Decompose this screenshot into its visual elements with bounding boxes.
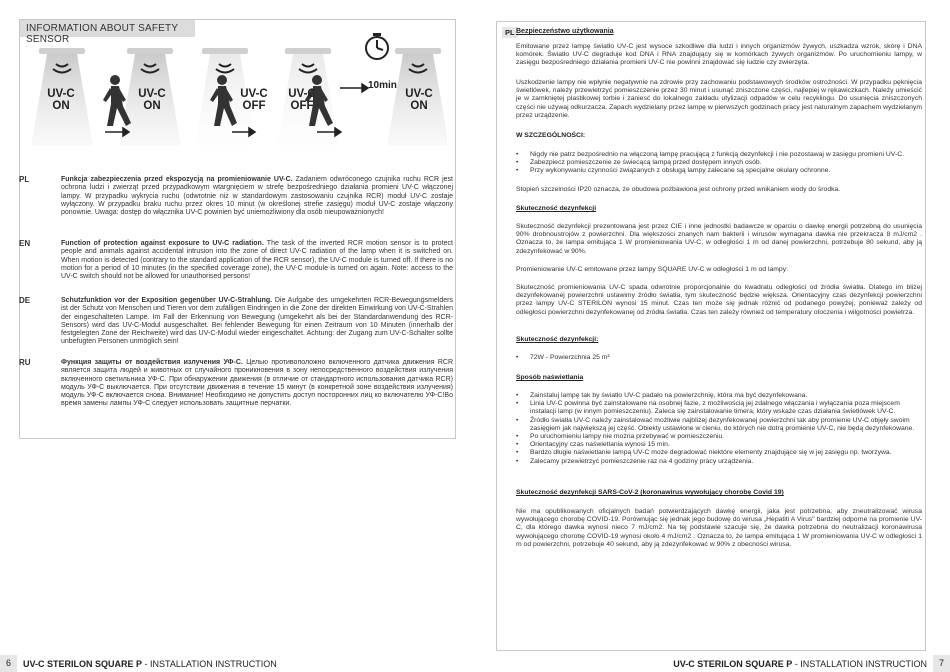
- section-body-en: The task of the inverted RCR motion sensor is to protect people and animals against accidental intrusion into the zone of direct UV-C radiation of the lamp when it is switched on. When motion is detected (contrary to the standard application of the RCR sensor), the UV-C module is turned off. If there is no motion for a period of 10 minutes (in the specified coverage zone), the UV-C module is turned on again. Note: access to the UV-C switch should not be allowed for unauthorised persons!: [61, 240, 453, 281]
- page-number-right: 7: [933, 655, 950, 672]
- state-label-5: [397, 88, 441, 112]
- section-heading-de: Schutzfunktion vor der Exposition gegenüber UV-C-Strahlung.: [61, 297, 273, 304]
- section-text-ru: [61, 359, 453, 409]
- section-ru: [19, 358, 453, 429]
- section-text-pl: [61, 176, 453, 217]
- list-item: • Zainstaluj lampę tak by światło UV-C padało na powierzchnię, która ma być dezynfekowana.: [516, 392, 922, 400]
- state-5-line1: UV-C: [405, 88, 433, 100]
- clock-icon: [366, 33, 388, 59]
- section-body-pl: Zadaniem odwróconego czujnika ruchu RCR jest ochrona ludzi i zwierząt przed przypadkowym wtargnięciem w strefę bezpośredniego działania promieni UV-C włączonej lampy. W przypadku wykrycia ruchu (odwrotnie niż w standardowym zastosowaniu czujnika RCR) moduł UV-C zostaje wyłączony. W przypadku braku ruchu przez okres 10 minut (w określonej strefie zasięgu) moduł UV-C zostaje włączony ponownie. Uwaga: dostęp do włącznika UV-C powinien być uniemożliwiony dla osób nieupoważnionych!: [61, 176, 453, 217]
- state-4-line2: OFF: [290, 100, 314, 112]
- list-item: • Linia UV-C powinna być zainstalowane na osobnej fazie, z możliwością jej zdalnego włączania i wyłączania poza miejscem instalacji lamp (w innym pomieszczeniu). Zaleca się zainstalowanie timera, który wskaże czas działania świetlówek UV-C.: [516, 400, 922, 416]
- section-heading-en: Function of protection against exposure to UV-C radiation.: [61, 240, 264, 247]
- paragraph-7: Nie ma opublikowanych oficjalnych badań potwierdzających dawkę energii, jaka jest potrzebna, aby zneutralizować wirusa wywołującego chorobę COVID-19. Porównując się jednak jego budowę do wirusa „Hepatiti A Virus" bardziej odporne na promienie UV-C, dla którego dawka wynosi nieco 7 mJ/cm2. Na tej podstawie szacuje się, że dawka potrzebna do neutralizacji koronawirusa wywołującego chorobę COVID-19 wynosi około 4 mJ/cm2 . Oznacza to, że lampa emitująca 1 W promieniowania UV-C w odległości 1 m od powierzchni, potrzebuje 40 sekund, aby ją zdezynfekować w 90% z obecności wirusa.: [516, 508, 922, 548]
- paragraph-2: Uszkodzenie lampy nie wpłynie negatywnie na zdrowie przy zachowaniu podstawowych środków ostrożności. W przypadku pęknięcia świetlówek, należy przewietrzyć pomieszczenie przez 30 minut i usunąć zniszczone części, najlepiej w rękawiczkach. Należy umieścić je w zamkniętej plastikowej torbie i zaniesć do lokalnego zakładu utylizacji odpadów w celu recyklingu. Do usunięcia zniszczonych części nie używaj odkurzacza. Zapach wydzielany przez lampę w pierwszych godzinach pracy jest naturalnym zapachem wydzielanym przez urządzenie.: [516, 79, 922, 119]
- footer-right: [475, 655, 950, 672]
- list-item: • Zabezpiecz pomieszczenie ze świecącą lampą przed dostępem innych osób.: [516, 159, 922, 167]
- bullet-list-2: [516, 354, 922, 362]
- footer-left: [0, 655, 475, 672]
- paragraph-3: Stopień szczelności IP20 oznacza, że obudowa pozbawiona jest ochrony przed wnikaniem wody do środka.: [516, 186, 841, 193]
- footer-brand-right: UV-C STERILON SQUARE P: [673, 659, 793, 669]
- person-walking-icon: [103, 75, 131, 126]
- list-item: • Zalecamy przewietrzyć pomieszczenie raz na 4 godziny pracy urządzenia.: [516, 458, 922, 466]
- heading-covid: Skuteczność dezynfekcji SARS-CoV-2 (koronawirus wywołujący chorobę Covid 19): [516, 489, 784, 496]
- bullet-list-1: [516, 151, 922, 176]
- footer-brand-left: UV-C STERILON SQUARE P: [23, 659, 143, 669]
- list-item: • Orientacyjny czas naświetlania wynosi 15 min.: [516, 441, 922, 449]
- section-text-de: [61, 297, 453, 347]
- list-item: • Przy wykonywaniu czynności związanych z obsługą lampy zalecane są specjalne okulary ochronne.: [516, 167, 922, 175]
- section-body-ru: Целью противоположно включенного датчика движения RCR является защита людей и животных от случайного проникновения в зону непосредственного воздействия излучения включенного светильника УФ-С. При обнаружении движения (в отличие от стандартного использования датчика RCR) модуль УФ-С выключается. При отсутствии движения в течение 15 минут (в конкретной зоне воздействия излучения) модуль УФ-С включается снова. Внимание! Необходимо не допустить доступ посторонних лиц ко включателю УФ-С!Во время замены лампы УФ-С следует использовать защитные перчатки.: [61, 359, 453, 408]
- lang-tag-pl: PL: [19, 175, 30, 184]
- state-label-4: [280, 88, 324, 112]
- bullet-list-3: [516, 392, 922, 466]
- state-2-line2: ON: [143, 100, 161, 112]
- list-item: • 72W - Powierzchnia 25 m²: [516, 354, 922, 362]
- state-1-line1: UV-C: [47, 88, 75, 100]
- heading-efficiency-2: Skuteczność dezynfekcji:: [516, 336, 599, 343]
- section-heading-ru: Функция защиты от воздействия излучения УФ-С.: [61, 359, 243, 366]
- section-pl: [19, 175, 453, 228]
- heading-particular: W SZCZEGÓLNOŚCI:: [516, 132, 586, 139]
- state-label-2: [130, 88, 174, 112]
- state-label-3: [232, 88, 276, 112]
- state-label-1: [39, 88, 83, 112]
- state-2-line1: UV-C: [138, 88, 166, 100]
- panel-title: INFORMATION ABOUT SAFETY SENSOR: [26, 23, 179, 45]
- lang-tag-de: DE: [19, 296, 31, 305]
- timer-label: 10min: [368, 80, 397, 91]
- footer-title-right: [673, 659, 927, 669]
- heading-efficiency: Skuteczność dezynfekcji: [516, 205, 597, 212]
- state-3-line1: UV-C: [240, 88, 268, 100]
- list-item: • Po uruchomieniu lampy nie można przebywać w pomieszczeniu.: [516, 433, 922, 441]
- lang-tag-pl-right: PL: [502, 27, 518, 38]
- state-4-line1: UV-C: [288, 88, 316, 100]
- state-3-line2: OFF: [242, 100, 266, 112]
- page-number-left: 6: [0, 655, 17, 672]
- footer-title-left: [23, 659, 277, 669]
- footer-suffix-left: - INSTALLATION INSTRUCTION: [142, 659, 277, 669]
- list-item: • Nigdy nie patrz bezpośrednio na włączoną lampę pracującą z funkcją dezynfekcji i nie pozostawaj w zasięgu promieni UV-C.: [516, 151, 922, 159]
- section-de: [19, 296, 453, 349]
- paragraph-6: Skuteczność promieniowania UV-C spada odwrotnie proporcjonalnie do kwadratu odległości od źródła światła. Dlatego im bliżej dezynfekowanej powierzchni ustawimy źródło światła, tym skuteczność będzie większa. Orientacyjny czas dezynfekcji powierzchni przez lampy UV-C STERILON wynosi 15 minut. Czas ten może się jednak różnić od podanego powyżej, ponieważ zależy od odległości powierzchni dezynfekowanej od źródła światła. Czas ten zależy również od temperatury otoczenia i wilgotności powietrza.: [516, 284, 922, 316]
- list-item: • Bardzo długie naświetlanie lampą UV-C może degradować niektóre elementy znajdujące się w jej zasięgu np. tworzywa.: [516, 449, 922, 457]
- section-heading-pl: Funkcja zabezpieczenia przed ekspozycją na promieniowanie UV-C.: [61, 176, 293, 183]
- sensor-illustration: [27, 28, 447, 146]
- right-title: Bezpieczeństwo użytkowania: [516, 28, 614, 35]
- section-en: [19, 239, 453, 292]
- footer-suffix-right: - INSTALLATION INSTRUCTION: [792, 659, 927, 669]
- list-item: • Źródło światła UV-C należy zainstalować możliwie najbliżej dezynfekowanej powierzchni tak aby promienie UV-C objęły swoim zasięgiem jak największą jej część. Obiekty ustawione w cieniu, do których nie dotrą promienie UV-C, nie będą dezynfekowane.: [516, 417, 922, 433]
- lang-tag-en: EN: [19, 239, 31, 248]
- paragraph-5: Promieniowanie UV-C emitowane przez lampy SQUARE UV-C w odległości 1 m od lampy:: [516, 266, 788, 273]
- section-body-de: Die Aufgabe des umgekehrten RCR-Bewegungsmelders ist der Schutz von Menschen und Tieren vor dem zufälligen Eindringen in die Zone der direkten Einwirkung von UV-C-Strahlen der eingeschalteten Lampe. Im Fall der Erkennung von Bewegung (umgekehrt als bei der Standardanwendung des RCR-Sensors) wird das UV-C-Modul ausgeschaltet. Bei fehlender Bewegung für einen Zeitraum von 10 Minuten (innerhalb der festgelegten Zone der Reichweite) wird das UV-C-Modul wieder eingeschaltet. Achtung: der Zugang zum UV-C-Schalter sollte unbefugten Personen unmöglich sein!: [61, 297, 453, 346]
- heading-irradiation: Sposób naświetlania: [516, 374, 584, 381]
- paragraph-4: Skuteczność dezynfekcji prezentowana jest przez CIE i inne jednostki badawcze w oparciu o dawkę energii potrzebną do usunięcia 90% drobnoustrojów z powierzchni. Dla większości znanych nam bakterii i wirusów wymagana dawka nie przekracza 8 mJ/cm2 . Oznacza to, że lampa emitująca 1 W promieniowania UV-C, w odległości 1 m od danej powierzchni, potrzebuje 80 sekund, aby ją zdezynfekować w 90%.: [516, 223, 922, 255]
- section-text-en: [61, 240, 453, 281]
- state-5-line2: ON: [410, 100, 428, 112]
- state-1-line2: ON: [52, 100, 70, 112]
- paragraph-1: Emitowane przez lampę światło UV-C jest wysoce szkodliwe dla ludzi i innych organizmów żywych, uszkadza wzrok, skórę i DNA komórek. Światło UV-C degraduje kod DNA i RNA znajdujący się w komórkach żywych organizmów. Po uruchomieniu lampy, w zasięgu bezpośredniego działania promieni UV-C nie powinni znajdować się ludzie czy zwierzęta.: [516, 43, 922, 67]
- lang-tag-ru: RU: [19, 358, 31, 367]
